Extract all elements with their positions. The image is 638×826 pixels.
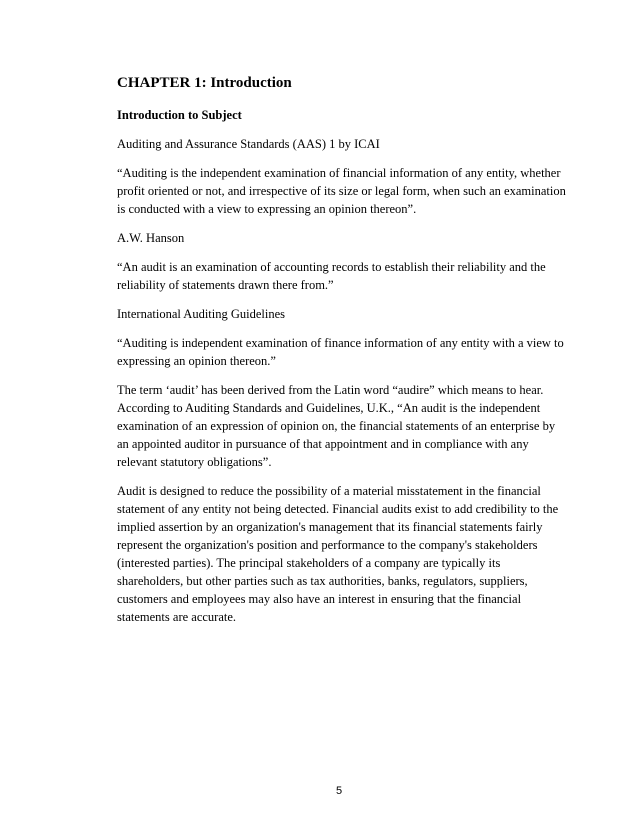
text-line: is conducted with a view to expressing an opinion thereon”. xyxy=(117,202,417,216)
aas-quote xyxy=(117,164,579,218)
text-line: an appointed auditor in pursuance of that appointment and in compliance with any xyxy=(117,437,529,451)
hanson-heading xyxy=(117,229,579,247)
text-line: implied assertion by an organization's management that its financial statements fairly xyxy=(117,520,543,534)
guidelines-heading xyxy=(117,305,579,323)
chapter-title: CHAPTER 1: Introduction xyxy=(117,75,292,91)
text-line: relevant statutory obligations”. xyxy=(117,455,272,469)
text-line: A.W. Hanson xyxy=(117,231,185,245)
text-line: Audit is designed to reduce the possibility of a material misstatement in the financial xyxy=(117,484,541,498)
text-line: reliability of statements drawn there from.” xyxy=(117,278,334,292)
body-blocks xyxy=(117,135,579,626)
guidelines-quote xyxy=(117,334,579,370)
text-line: (interested parties). The principal stakeholders of a company are typically its xyxy=(117,556,501,570)
text-line: International Auditing Guidelines xyxy=(117,307,286,321)
text-line: statement of any entity not being detected. Financial audits exist to add credibility to the xyxy=(117,502,559,516)
text-line: According to Auditing Standards and Guidelines, U.K., “An audit is the independent xyxy=(117,401,541,415)
text-line: customers and employees may also have an interest in ensuring that the financial xyxy=(117,592,522,606)
text-line: statements are accurate. xyxy=(117,610,237,624)
text-line: expressing an opinion thereon.” xyxy=(117,354,276,368)
page-number: 5 xyxy=(335,785,343,797)
section-title: Introduction to Subject xyxy=(117,108,242,122)
text-line: “An audit is an examination of accounting records to establish their reliability and the xyxy=(117,260,546,274)
text-line: shareholders, but other parties such as tax authorities, banks, regulators, suppliers, xyxy=(117,574,528,588)
hanson-quote xyxy=(117,258,579,294)
text-line: “Auditing is independent examination of finance information of any entity with a view to xyxy=(117,336,564,350)
text-line: examination of an expression of opinion on, the financial statements of an enterprise by xyxy=(117,419,556,433)
text-line: The term ‘audit’ has been derived from the Latin word “audire” which means to hear. xyxy=(117,383,544,397)
aas-heading xyxy=(117,135,579,153)
text-line: “Auditing is the independent examination of financial information of any entity, whether xyxy=(117,166,561,180)
audit-term-paragraph xyxy=(117,381,579,471)
audit-purpose-paragraph xyxy=(117,482,579,626)
text-line: Auditing and Assurance Standards (AAS) 1 by ICAI xyxy=(117,137,380,151)
page-content xyxy=(117,74,579,637)
text-line: profit oriented or not, and irrespective of its size or legal form, when such an examination xyxy=(117,184,566,198)
text-line: represent the organization's position and performance to the company's stakeholders xyxy=(117,538,538,552)
